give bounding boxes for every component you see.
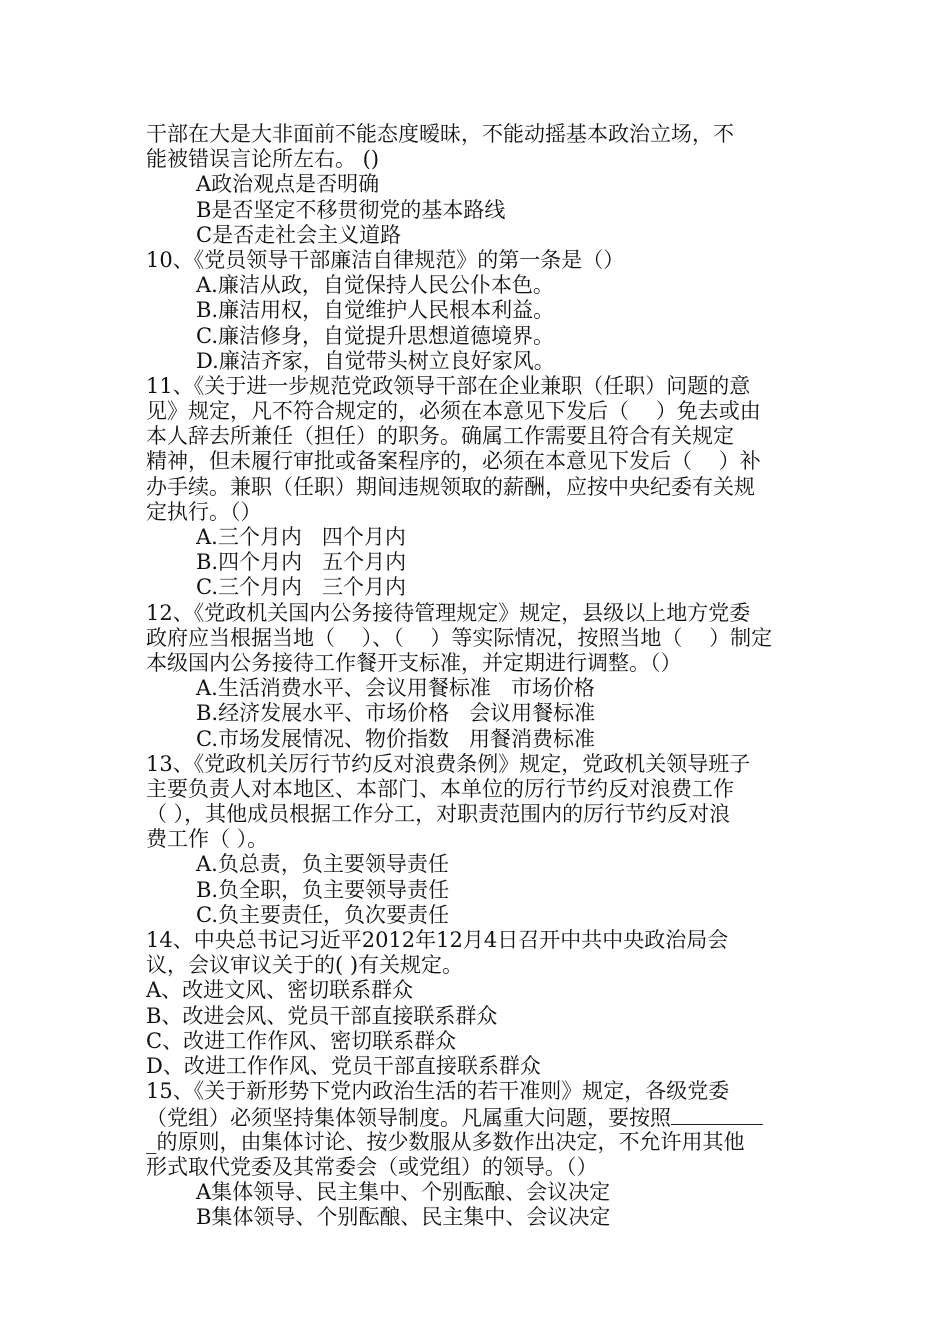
text-line: [146, 903, 810, 928]
line-text: 议，会议审议关于的( )有关规定。: [146, 953, 464, 978]
line-text: 11、《关于进一步规范党政领导干部在企业兼职（任职）问题的意: [146, 373, 751, 398]
text-line: [146, 978, 810, 1003]
text-line: [146, 298, 810, 323]
text-line: [146, 827, 810, 852]
line-text: （党组）必须坚持集体领导制度。凡属重大问题，要按照: [146, 1106, 671, 1131]
line-text: 13、《党政机关厉行节约反对浪费条例》规定，党政机关领导班子: [146, 751, 751, 776]
line-text: B是否坚定不移贯彻党的基本路线: [196, 197, 506, 222]
text-line: [146, 248, 810, 273]
line-text: B.四个月内 五个月内: [196, 550, 407, 575]
line-text: _的原则，由集体讨论、按少数服从多数作出决定，不允许用其他: [146, 1129, 745, 1154]
line-text: A.廉洁从政，自觉保持人民公仆本色。: [196, 273, 554, 298]
line-text: C是否走社会主义道路: [196, 222, 402, 247]
text-line: [146, 928, 810, 953]
text-line: [146, 449, 810, 474]
line-text: A集体领导、民主集中、个别酝酿、会议决定: [196, 1179, 611, 1204]
line-text: 10、《党员领导干部廉洁自律规范》的第一条是（）: [146, 247, 625, 272]
line-text: （ ），其他成员根据工作分工，对职责范围内的厉行节约反对浪: [146, 802, 731, 827]
line-text: C.廉洁修身，自觉提升思想道德境界。: [196, 323, 554, 348]
line-text: 14、中央总书记习近平2012年12月4日召开中共中央政治局会: [146, 928, 729, 952]
text-line: [146, 223, 810, 248]
text-line: [146, 752, 810, 777]
line-text: 形式取代党委及其常委会（或党组）的领导。（）: [146, 1154, 598, 1179]
line-text: 15、《关于新形势下党内政治生活的若干准则》规定，各级党委: [146, 1079, 730, 1104]
text-line: [146, 727, 810, 752]
text-line: [146, 802, 810, 827]
line-text: B、改进会风、党员干部直接联系群众: [146, 1003, 498, 1028]
text-line: [146, 525, 810, 550]
text-line: [146, 349, 810, 374]
text-line: [146, 1104, 810, 1129]
line-text: 费工作（ ）。: [146, 827, 269, 852]
text-line: [146, 500, 810, 525]
line-text: C.负主要责任，负次要责任: [196, 902, 449, 927]
line-text: 政府应当根据当地（ ）、（ ）等实际情况，按照当地（ ）制定: [146, 625, 773, 650]
line-text: A、改进文风、密切联系群众: [146, 978, 414, 1003]
fill-in-blank: [671, 1104, 763, 1125]
line-text: 本级国内公务接待工作餐开支标准，并定期进行调整。（）: [146, 650, 682, 675]
line-text: D、改进工作作风、党员干部直接联系群众: [146, 1053, 541, 1078]
text-line: [146, 147, 810, 172]
line-text: 办手续。兼职（任职）期间违规领取的薪酬，应按中央纪委有关规: [146, 474, 755, 499]
text-line: [146, 852, 810, 877]
line-text: B.负全职，负主要领导责任: [196, 877, 450, 902]
text-line: [146, 777, 810, 802]
text-line: [146, 1029, 810, 1054]
text-line: [146, 122, 810, 147]
text-line: [146, 878, 810, 903]
text-line: [146, 198, 810, 223]
document-page: [146, 122, 810, 1230]
text-line: [146, 676, 810, 701]
text-line: [146, 1205, 810, 1230]
text-line: [146, 424, 810, 449]
line-text: 精神，但未履行审批或备案程序的，必须在本意见下发后（ ）补: [146, 449, 761, 474]
line-text: A.负总责，负主要领导责任: [196, 852, 449, 877]
line-text: A政治观点是否明确: [196, 172, 380, 197]
text-line: [146, 651, 810, 676]
text-line: [146, 1130, 810, 1155]
text-line: [146, 1079, 810, 1104]
line-text: B.经济发展水平、市场价格 会议用餐标准: [196, 701, 596, 726]
line-text: C.市场发展情况、物价指数 用餐消费标准: [196, 726, 596, 751]
line-text: A.生活消费水平、会议用餐标准 市场价格: [196, 676, 595, 701]
text-line: [146, 575, 810, 600]
line-text: 12、《党政机关国内公务接待管理规定》规定，县级以上地方党委: [146, 600, 751, 625]
line-text: C.三个月内 三个月内: [196, 575, 407, 600]
line-text: A.三个月内 四个月内: [196, 525, 406, 549]
line-text: 定执行。（）: [146, 499, 262, 524]
text-line: [146, 550, 810, 575]
text-line: [146, 1180, 810, 1205]
text-line: [146, 1054, 810, 1079]
text-line: [146, 324, 810, 349]
text-line: [146, 953, 810, 978]
line-text: C、改进工作作风、密切联系群众: [146, 1028, 457, 1053]
line-text: 见》规定，凡不符合规定的，必须在本意见下发后（ ）免去或由: [146, 399, 761, 424]
line-text: 主要负责人对本地区、本部门、本单位的厉行节约反对浪费工作: [146, 776, 734, 801]
text-line: [146, 601, 810, 626]
text-line: [146, 1004, 810, 1029]
line-text: 干部在大是大非面前不能态度暧昧，不能动摇基本政治立场，不: [146, 122, 734, 146]
text-line: [146, 475, 810, 500]
text-line: [146, 399, 810, 424]
line-text: 本人辞去所兼任（担任）的职务。确属工作需要且符合有关规定: [146, 424, 734, 449]
line-text: B集体领导、个别酝酿、民主集中、会议决定: [196, 1205, 611, 1230]
line-text: 能被错误言论所左右。 (): [146, 147, 380, 172]
line-text: D.廉洁齐家，自觉带头树立良好家风。: [196, 348, 555, 373]
text-line: [146, 172, 810, 197]
text-line: [146, 374, 810, 399]
text-line: [146, 273, 810, 298]
text-line: [146, 701, 810, 726]
text-line: [146, 626, 810, 651]
line-text: B.廉洁用权，自觉维护人民根本利益。: [196, 298, 555, 323]
text-line: [146, 1155, 810, 1180]
